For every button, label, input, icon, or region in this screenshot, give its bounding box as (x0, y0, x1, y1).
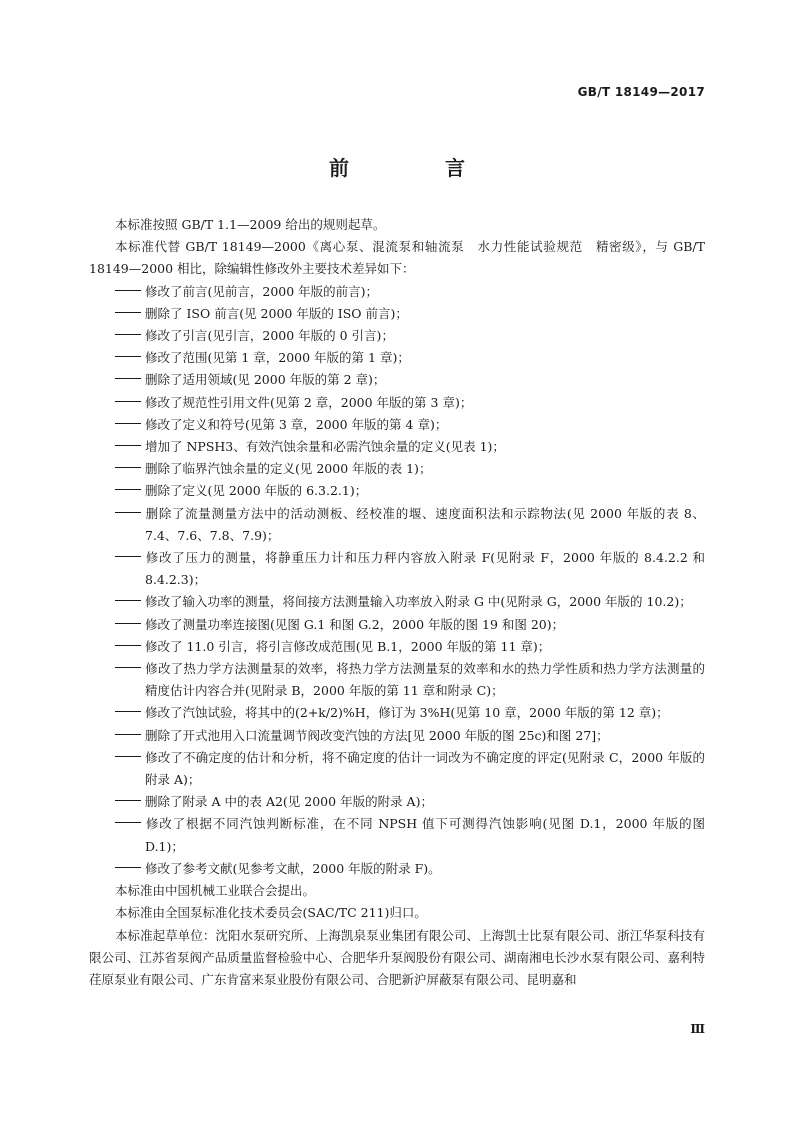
list-item (89, 369, 705, 391)
em-dash-marker (115, 800, 141, 801)
em-dash-marker (115, 556, 141, 557)
em-dash-marker (115, 822, 141, 823)
closing-paragraph: 本标准由全国泵标准化技术委员会(SAC/TC 211)归口。 (115, 905, 427, 921)
list-item-text: 增加了 NPSH3、有效汽蚀余量和必需汽蚀余量的定义(见表 1)； (145, 439, 505, 455)
standard-number-header: GB/T 18149—2017 (577, 85, 705, 99)
list-item (89, 791, 705, 813)
list-item-text: 修改了压力的测量，将静重压力计和压力秤内容放入附录 F(见附录 F，2000 年版的 8.4.2.2 和 8.4.2.3)； (145, 550, 705, 588)
list-item (89, 458, 705, 480)
list-item (89, 747, 705, 791)
em-dash-marker (115, 401, 141, 402)
em-dash-marker (115, 600, 141, 601)
em-dash-marker (115, 756, 141, 757)
list-item-text: 修改了定义和符号(见第 3 章，2000 年版的第 4 章)； (145, 416, 448, 432)
list-item-text: 删除了附录 A 中的表 A2(见 2000 年版的附录 A)； (145, 794, 433, 810)
list-item-text: 修改了测量功率连接图(见图 G.1 和图 G.2，2000 年版的图 19 和图 20)； (145, 616, 565, 632)
list-item (89, 303, 705, 325)
em-dash-marker (115, 423, 141, 424)
list-item-text: 修改了不确定度的估计和分析，将不确定度的估计一词改为不确定度的评定(见附录 C，2000 年版的附录 A)； (145, 749, 705, 788)
list-item-text: 修改了范围(见第 1 章，2000 年版的第 1 章)； (145, 350, 410, 366)
em-dash-marker (115, 667, 141, 668)
list-item (89, 702, 705, 724)
list-item-text: 删除了定义(见 2000 年版的 6.3.2.1)； (145, 483, 368, 499)
em-dash-marker (115, 734, 141, 735)
page-number: Ⅲ (690, 1022, 705, 1036)
em-dash-marker (115, 312, 141, 313)
em-dash-marker (115, 334, 141, 335)
list-item-text: 修改了汽蚀试验，将其中的(2+k/2)%H，修订为 3%H(见第 10 章，2000 年版的第 12 章)； (145, 705, 669, 721)
document-body (89, 214, 705, 991)
em-dash-marker (115, 623, 141, 624)
list-item-text: 修改了根据不同汽蚀判断标准，在不同 NPSH 值下可测得汽蚀影响(见图 D.1，2000 年版的图 D.1)； (145, 816, 705, 854)
list-item-text: 修改了引言(见引言，2000 年版的 0 引言)； (145, 328, 394, 344)
em-dash-marker (115, 512, 141, 513)
list-item (89, 480, 705, 502)
list-item-text: 删除了开式池用入口流量调节阀改变汽蚀的方法[见 2000 年版的图 25c)和图 27]； (145, 727, 609, 743)
list-item (89, 591, 705, 613)
list-item-text: 修改了前言(见前言，2000 年版的前言)； (145, 283, 379, 299)
list-item (89, 503, 705, 547)
intro-paragraph: 本标准代替 GB/T 18149—2000《离心泵、混流泵和轴流泵 水力性能试验规范 精密级》，与 GB/T 18149—2000 相比，除编辑性修改外主要技术差异如下： (89, 239, 705, 277)
closing-paragraph: 本标准由中国机械工业联合会提出。 (115, 883, 316, 899)
em-dash-marker (115, 467, 141, 468)
em-dash-marker (115, 711, 141, 712)
intro-paragraph: 本标准按照 GB/T 1.1—2009 给出的规则起草。 (115, 217, 386, 232)
list-item (89, 325, 705, 347)
drafting-units-paragraph: 本标准起草单位：沈阳水泵研究所、上海凯泉泵业集团有限公司、上海凯士比泵有限公司、浙江华泵科技有限公司、江苏省泵阀产品质量监督检验中心、合肥华升泵阀股份有限公司、湖南湘电长沙水泵有限公司、嘉利特荏原泵业有限公司、广东肯富来泵业股份有限公司、合肥新沪屏蔽泵有限公司、昆明嘉和 (89, 927, 705, 987)
list-item (89, 436, 705, 458)
list-item (89, 392, 705, 414)
list-item (89, 547, 705, 591)
changes-list (89, 281, 705, 880)
list-item (89, 858, 705, 880)
list-item (89, 414, 705, 436)
list-item-text: 修改了热力学方法测量泵的效率，将热力学方法测量泵的效率和水的热力学性质和热力学方法测量的精度估计内容合并(见附录 B，2000 年版的第 11 章和附录 C)； (145, 661, 705, 699)
list-item-text: 删除了 ISO 前言(见 2000 年版的 ISO 前言)； (145, 305, 408, 321)
em-dash-marker (115, 645, 141, 646)
em-dash-marker (115, 867, 141, 868)
page-title: 前 言 (329, 156, 503, 180)
em-dash-marker (115, 378, 141, 379)
list-item-text: 删除了适用领域(见 2000 年版的第 2 章)； (145, 372, 386, 388)
list-item-text: 修改了输入功率的测量，将间接方法测量输入功率放入附录 G 中(见附录 G，2000 年版的 10.2)； (145, 594, 692, 610)
em-dash-marker (115, 356, 141, 357)
list-item-text: 修改了规范性引用文件(见第 2 章，2000 年版的第 3 章)； (145, 394, 473, 410)
list-item (89, 658, 705, 702)
list-item-text: 删除了临界汽蚀余量的定义(见 2000 年版的表 1)； (145, 461, 432, 477)
em-dash-marker (115, 489, 141, 490)
list-item-text: 修改了 11.0 引言，将引言修改成范围(见 B.1，2000 年版的第 11 章)； (145, 638, 551, 654)
em-dash-marker (115, 445, 141, 446)
list-item (89, 281, 705, 303)
list-item (89, 636, 705, 658)
list-item-text: 删除了流量测量方法中的活动测板、经校准的堰、速度面积法和示踪物法(见 2000 年版的表 8、7.4、7.6、7.8、7.9)； (145, 505, 705, 543)
list-item (89, 347, 705, 369)
list-item (89, 813, 705, 857)
list-item-text: 修改了参考文献(见参考文献，2000 年版的附录 F)。 (145, 860, 441, 876)
em-dash-marker (115, 290, 141, 291)
list-item (89, 725, 705, 747)
list-item (89, 614, 705, 636)
